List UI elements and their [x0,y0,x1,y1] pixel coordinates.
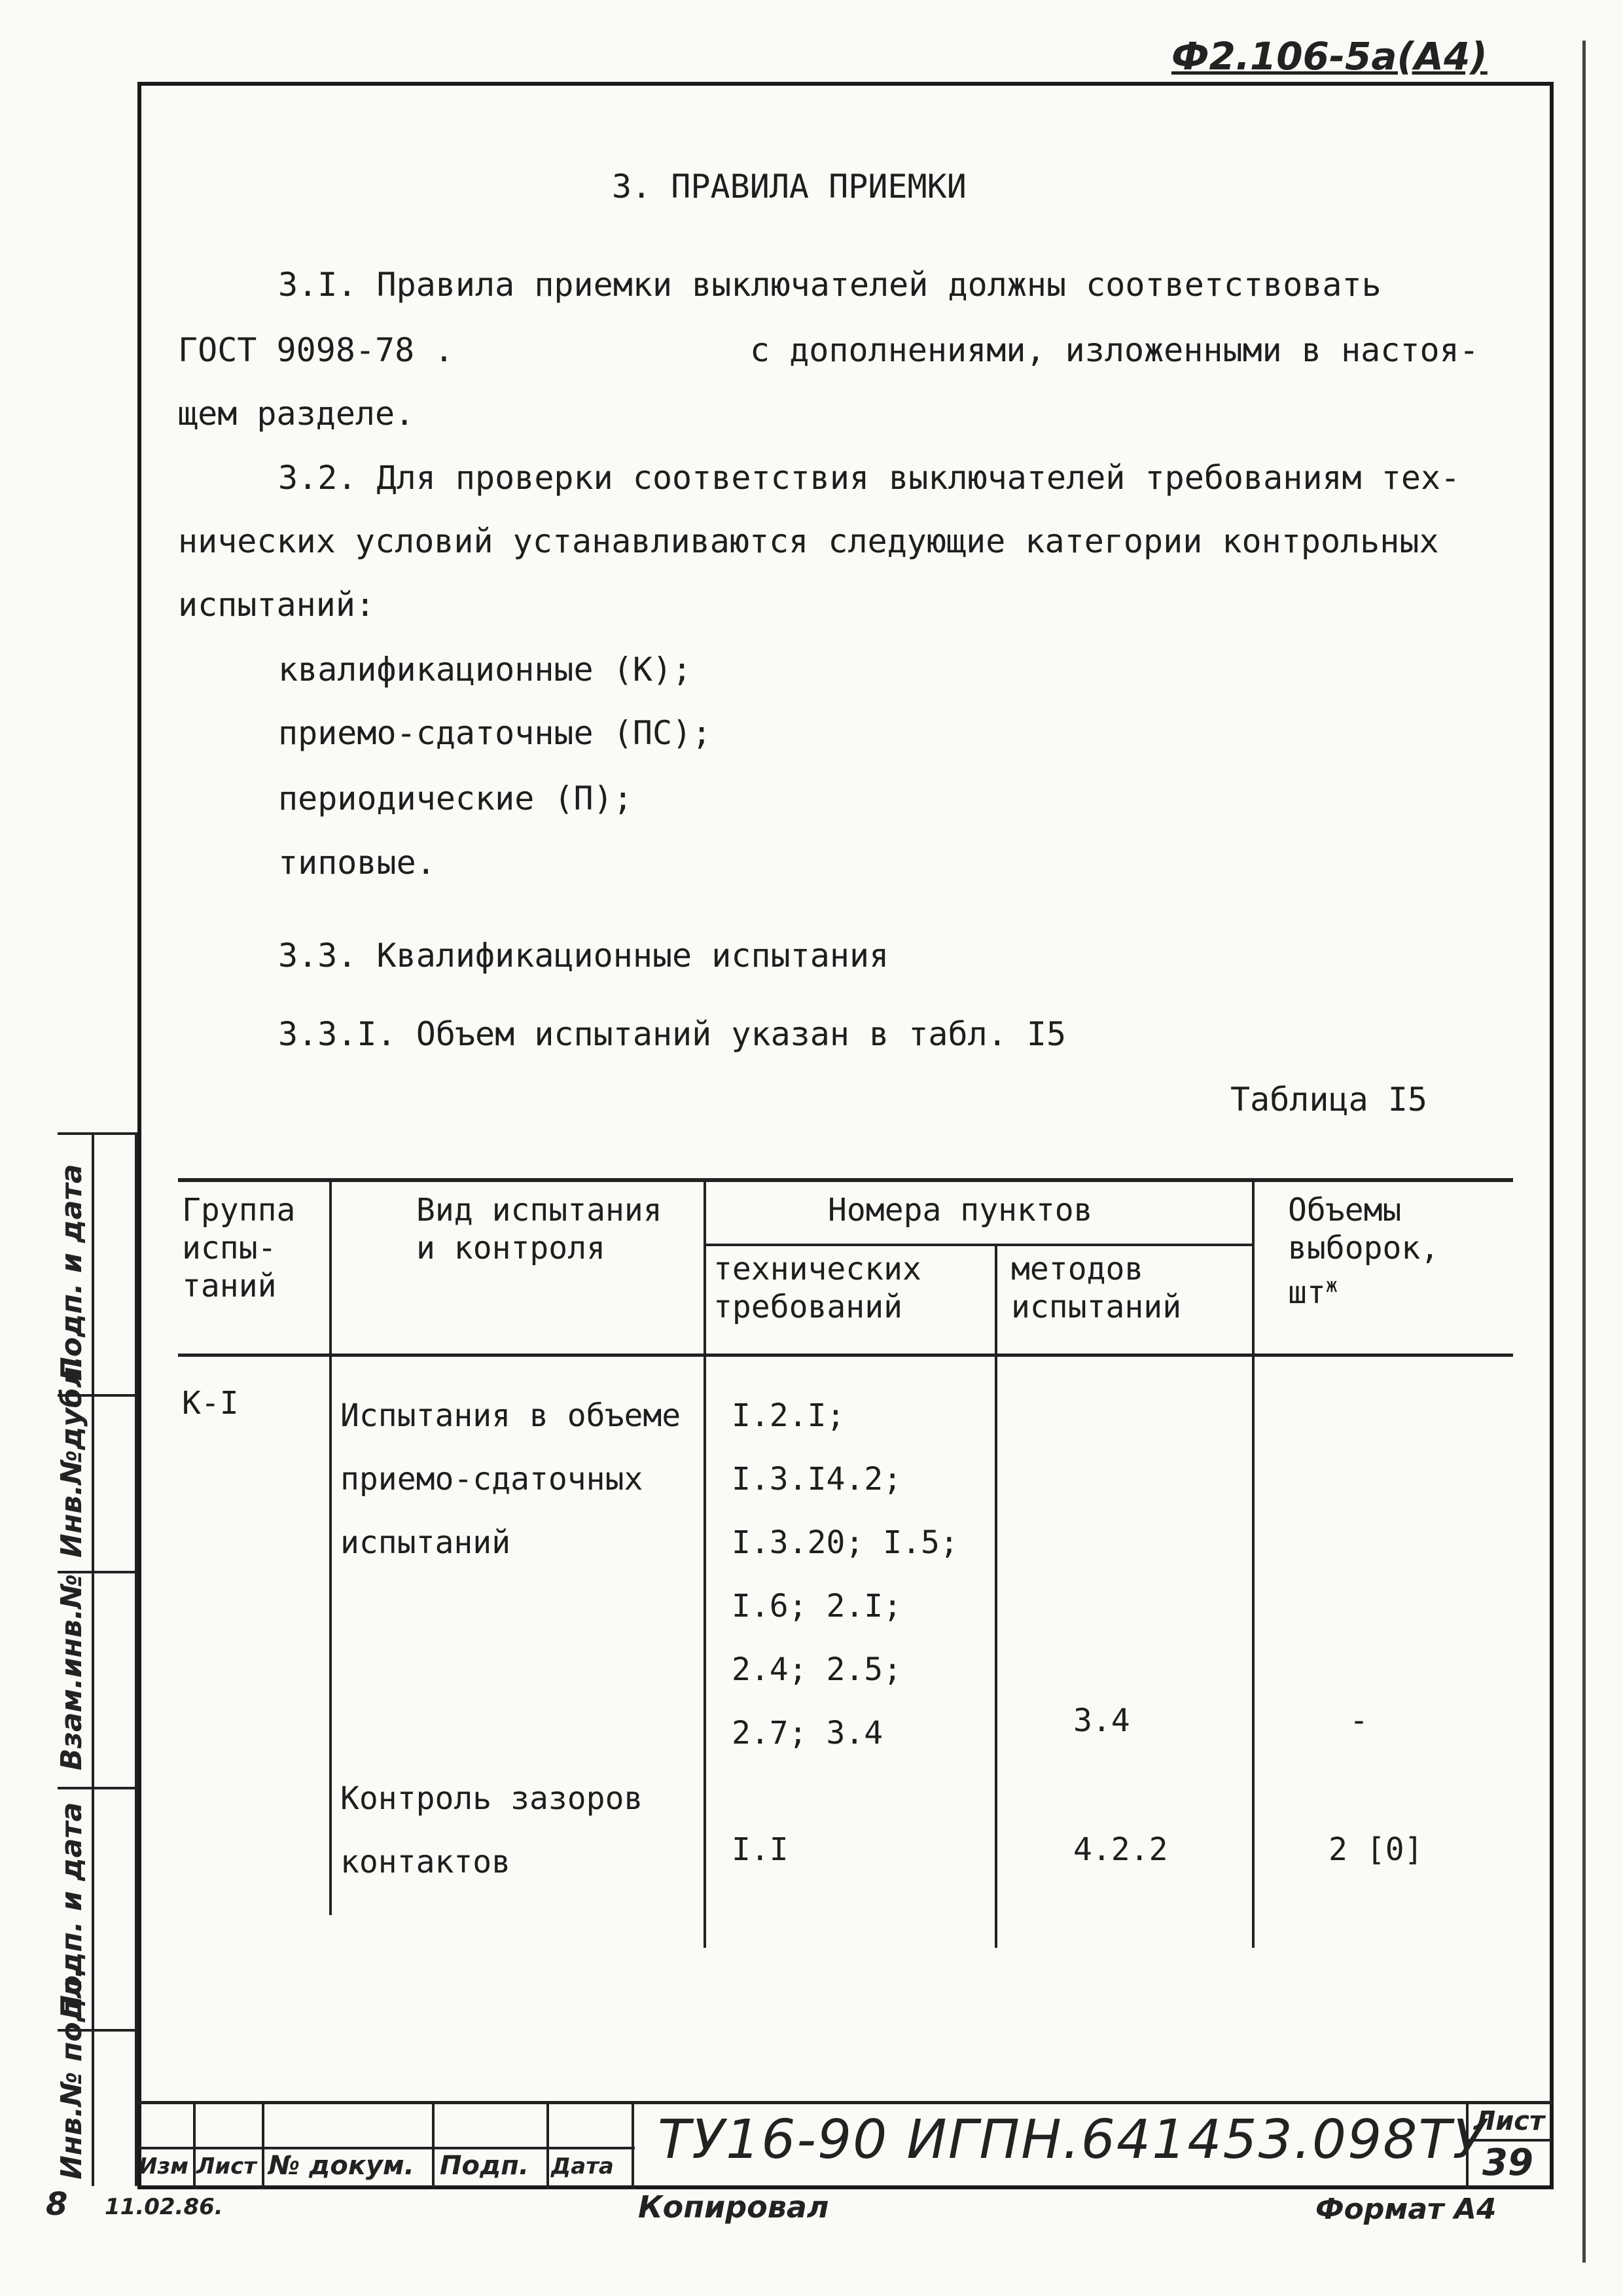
section-title: 3. ПРАВИЛА ПРИЕМКИ [612,168,967,206]
table-col-divider [995,1245,997,1948]
col-label-date: Дата [551,2153,614,2179]
table-top-rule [178,1178,1513,1182]
title-block-col-divider [432,2101,435,2189]
para-3-1-line3: щем разделе. [178,395,415,433]
table-numbers-rule [704,1244,1253,1246]
header-tech: технических требований [713,1251,921,1325]
row2-tech: I.I [732,1831,789,1868]
title-block-row-rule [137,2147,635,2149]
strip-border [135,1132,137,2186]
title-block-col-divider [262,2101,264,2189]
table-caption: Таблица I5 [1230,1081,1428,1119]
table-col-divider [1252,1182,1255,1948]
row2-methods: 4.2.2 [1073,1831,1168,1868]
strip-label: Инв.№ подл. [55,1966,88,2179]
header-methods: методов испытаний [1011,1251,1182,1325]
sheet-label: Лист [1474,2106,1545,2136]
list-item: приемо-сдаточные (ПС); [278,714,712,752]
para-3-3-1: 3.3.I. Объем испытаний указан в табл. I5 [278,1015,1067,1053]
side-approval-strip [55,1132,137,2186]
header-volumes: Объемы выборок, $шт^ж$ [1288,1192,1440,1311]
strip-label: Подп. и дата [55,1802,88,2019]
row2-kind: Контроль зазоров контактов [340,1780,643,1880]
row2-volume: 2 [0] [1329,1831,1423,1868]
title-block-col-divider [632,2101,634,2189]
row1-group: К-I [182,1385,239,1422]
sheet-number: 39 [1482,2142,1533,2184]
strip-separator [58,1787,137,1789]
strip-separator [58,1571,137,1573]
sheet-right-edge [1582,41,1586,2263]
row1-kind: Испытания в объеме приемо-сдаточных испытаний [340,1397,681,1561]
footer-left-number: 8 [46,2186,68,2223]
strip-label: Взам.инв.№ [55,1573,88,1770]
col-label-signature: Подп. [440,2151,529,2181]
para-3-1-line2a: ГОСТ 9098-78 . [178,331,454,369]
para-3-2-line1: 3.2. Для проверки соответствия выключателей требованиям тех- [278,459,1461,497]
row1-methods: 3.4 [1073,1702,1130,1739]
strip-divider [92,1132,94,2186]
header-kind: Вид испытания и контроля [416,1192,662,1266]
col-label-doc-number: № докум. [268,2151,414,2181]
document-designation: ТУ16-90 ИГПН.641453.098ТУ [658,2109,1487,2171]
title-block-col-divider [546,2101,549,2189]
strip-label: Инв.№дубл. [55,1355,88,1558]
strip-separator [58,1132,137,1135]
col-label-izm: Изм [139,2153,189,2179]
col-label-list: Лист [196,2153,257,2179]
header-numbers: Номера пунктов [828,1192,1093,1229]
para-3-1-line1: 3.I. Правила приемки выключателей должны соответствовать [278,266,1382,304]
footer-copied: Копировал [638,2189,829,2225]
row1-tech: I.2.I; I.3.I4.2; I.3.20; I.5; I.6; 2.I; 2.4; 2.5; 2.7; 3.4 [732,1397,959,1751]
para-3-2-line3: испытаний: [178,586,376,624]
footer-date: 11.02.86. [105,2194,223,2220]
footnote-mark: ж [1325,1274,1338,1297]
list-item: квалификационные (К); [278,651,692,689]
form-code: Ф2.106-5а(А4) [1171,34,1488,79]
title-block-col-divider [193,2101,196,2189]
para-3-2-line2: нических условий устанавливаются следующие категории контрольных [178,522,1439,560]
table-col-divider [704,1182,706,1948]
strip-label: Подп. и дата [55,1164,88,1381]
footer-format: Формат А4 [1315,2193,1497,2226]
list-item: периодические (П); [278,780,633,817]
header-group: Группа испы- таний [182,1192,296,1304]
para-3-1-line2b: с дополнениями, изложенными в настоя- [750,331,1479,369]
list-item: типовые. [278,844,436,882]
table-col-divider [329,1182,332,1915]
table-header-rule [178,1354,1513,1357]
title-block-top-rule [137,2101,1554,2104]
row1-volume: - [1349,1702,1368,1739]
para-3-3: 3.3. Квалификационные испытания [278,937,889,975]
